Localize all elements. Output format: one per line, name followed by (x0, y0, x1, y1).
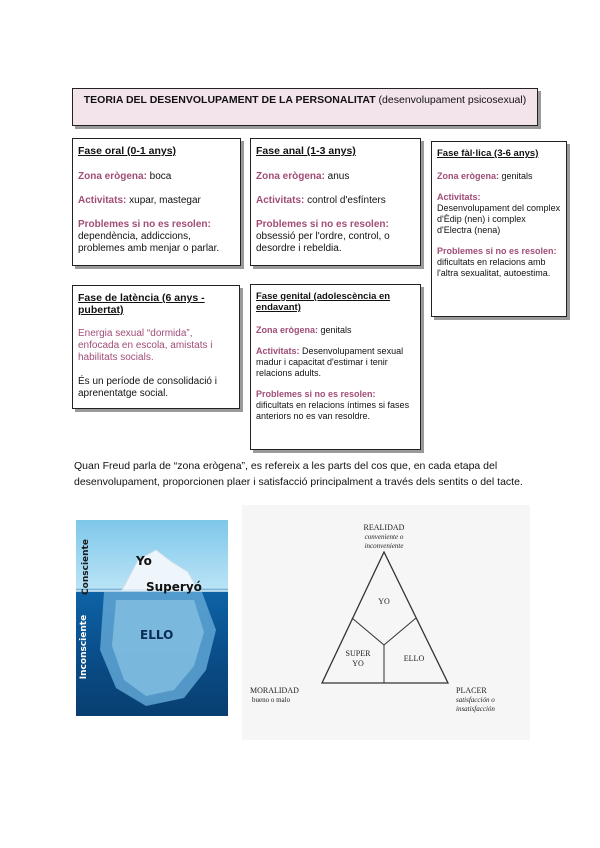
activity-line: Activitats: control d'esfínters (256, 195, 386, 206)
activity-line: Activitats: Desenvolupament del complex d'Èdip (nen) i complex d'Electra (nena) (437, 192, 561, 235)
yo-section-label: YO (378, 597, 390, 606)
card-fase-falica (431, 141, 567, 317)
problems-line: Problemes si no es resolen: dependència, addiccions, problemes amb menjar o parlar. (78, 219, 220, 254)
moralidad-sub: bueno o malo (252, 696, 291, 704)
card-heading: Fase fàl·lica (3-6 anys) (437, 148, 539, 159)
moralidad-label: MORALIDAD (250, 686, 299, 695)
realidad-sub2: inconveniente (364, 542, 404, 550)
note-text: És un període de consolidació i aprenentatge social. (78, 376, 217, 399)
superyo-label: Superyó (146, 580, 202, 594)
ello-section-label: ELLO (403, 654, 425, 663)
realidad-label: REALIDAD (363, 523, 405, 532)
title-rest: (desenvolupament psicosexual) (375, 94, 527, 106)
super-yo-label: YO (352, 659, 364, 668)
iceberg-image (76, 520, 228, 716)
consciente-label: Consciente (80, 539, 91, 595)
yo-label: Yo (136, 554, 152, 568)
iceberg-shape (76, 520, 228, 716)
card-heading: Fase anal (1-3 anys) (256, 145, 356, 157)
super-label: SUPER (345, 649, 371, 658)
inconsciente-label: Inconsciente (79, 614, 90, 680)
page-title (72, 88, 538, 126)
problems-line: Problemes si no es resolen: obsessió per l'ordre, control, o desordre i rebeldia. (256, 219, 390, 254)
problems-line: Problemes si no es resolen: dificultats en relacions amb l'altra sexualitat, autoestima. (437, 246, 557, 278)
ello-label: ELLO (140, 628, 174, 642)
placer-label: PLACER (456, 686, 487, 695)
zone-line: Zona erògena: boca (78, 171, 172, 182)
zone-line: Zona erògena: anus (256, 171, 350, 182)
placer-sub1: satisfacción o (456, 696, 495, 704)
zone-line: Zona erògena: genitals (437, 171, 533, 181)
zone-line: Zona erògena: genitals (256, 325, 352, 335)
title-bold: TEORIA DEL DESENVOLUPAMENT DE LA PERSONALITAT (83, 94, 376, 106)
card-fase-oral (72, 138, 241, 266)
triangle-diagram (242, 505, 530, 740)
card-heading: Fase de latència (6 anys - pubertat) (78, 292, 205, 316)
placer-sub2: insatisfacción (456, 705, 495, 713)
card-fase-genital (250, 284, 421, 450)
zona-erogena-paragraph: Quan Freud parla de “zona erògena”, es refereix a les parts del cos que, en cada etapa del desenvolupament, proporcionen plaer i satisfacció principalment a través dels sentits o del tacte. (74, 460, 523, 488)
energy-text: Energia sexual “dormida”, enfocada en escola, amistats i habilitats socials. (78, 328, 213, 363)
problems-line: Problemes si no es resolen: dificultats en relacions íntimes si fases anteriors no es van resoldre. (256, 389, 410, 421)
realidad-sub1: conveniente o (364, 533, 404, 541)
activity-line: Activitats: Desenvolupament sexual madur i capacitat d'estimar i tenir relacions adults. (256, 346, 404, 378)
card-fase-latencia (72, 285, 240, 409)
card-heading: Fase oral (0-1 anys) (78, 145, 177, 157)
card-fase-anal (250, 138, 421, 266)
activity-line: Activitats: xupar, mastegar (78, 195, 201, 206)
card-heading: Fase genital (adolescència en endavant) (256, 291, 391, 313)
